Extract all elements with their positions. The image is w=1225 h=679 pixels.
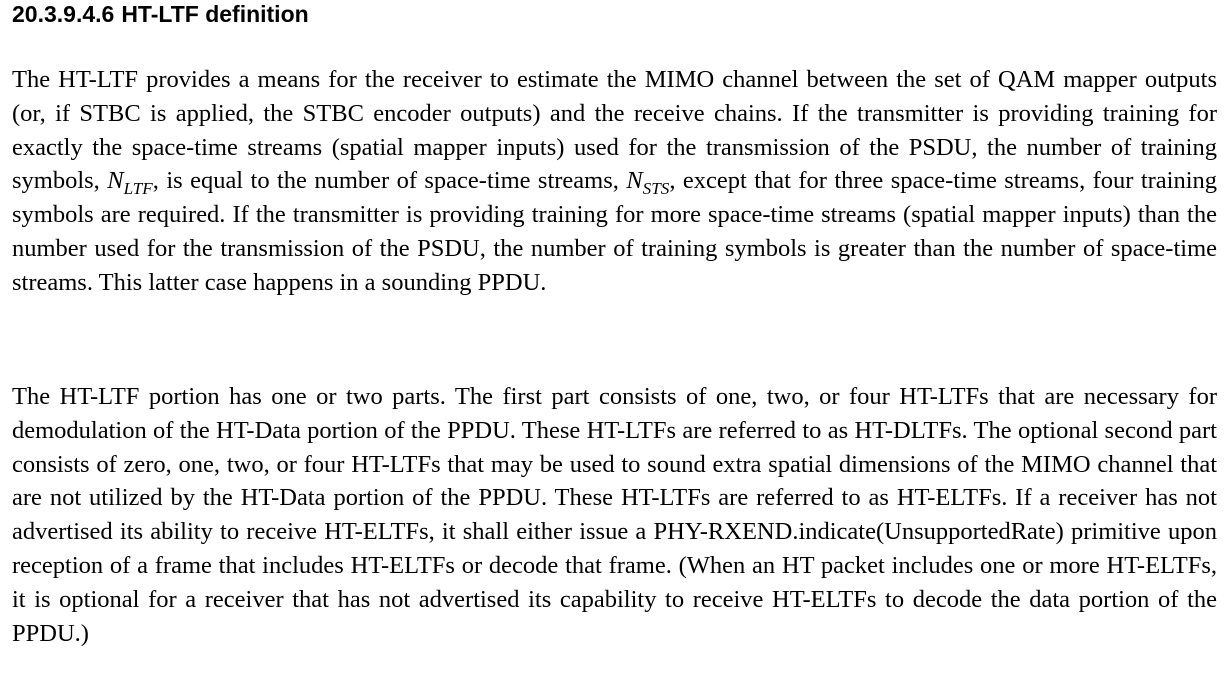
section-heading bbox=[12, 1, 309, 27]
paragraph-text: , except that for three space-time streams, four training symbols are required. If the transmitter is providing training for more space-time streams (spatial mapper inputs) than the number used for the transmission of the PSDU, the number of training symbols is greater than the number of space-time streams. This latter case happens in a sounding PPDU. bbox=[12, 167, 1218, 296]
paragraph-ht-ltf-parts: The HT-LTF portion has one or two parts. The first part consists of one, two, or four HT-LTFs that are necessary for demodulation of the HT-Data portion of the PPDU. These HT-LTFs are referred to as HT-DLTFs. The optional second part consists of zero, one, two, or four HT-LTFs that may be used to sound extra spatial dimensions of the MIMO channel that are not utilized by the HT-Data portion of the PPDU. These HT-LTFs are referred to as HT-ELTFs. If a receiver has not advertised its ability to receive HT-ELTFs, it shall either issue a PHY-RXEND.indicate(UnsupportedRate) primitive upon reception of a frame that includes HT-ELTFs or decode that frame. (When an HT packet includes one or more HT-ELTFs, it is optional for a receiver that has not advertised its capability to receive HT-ELTFs to decode the data portion of the PPDU.) bbox=[12, 383, 1217, 647]
n-sts-symbol: $N_{STS}$ bbox=[626, 167, 670, 199]
paragraph-ht-ltf-purpose bbox=[12, 63, 1217, 300]
paragraph-text: , is equal to the number of space-time streams, bbox=[152, 167, 619, 195]
section-number: 20.3.9.4.6 bbox=[12, 1, 115, 27]
section-title: HT-LTF definition bbox=[121, 1, 309, 27]
n-ltf-symbol: $N_{LTF}$ bbox=[107, 167, 153, 199]
paragraph-text: The HT-LTF provides a means for the receiver to estimate the MIMO channel between the set of QAM mapper outputs (or, if STBC is applied, the STBC encoder outputs) and the receive chains. If the transmitter is providing training for exactly the space-time streams (spatial mapper inputs) used for the transmission of the PSDU, the number of training symbols, bbox=[12, 66, 1217, 195]
